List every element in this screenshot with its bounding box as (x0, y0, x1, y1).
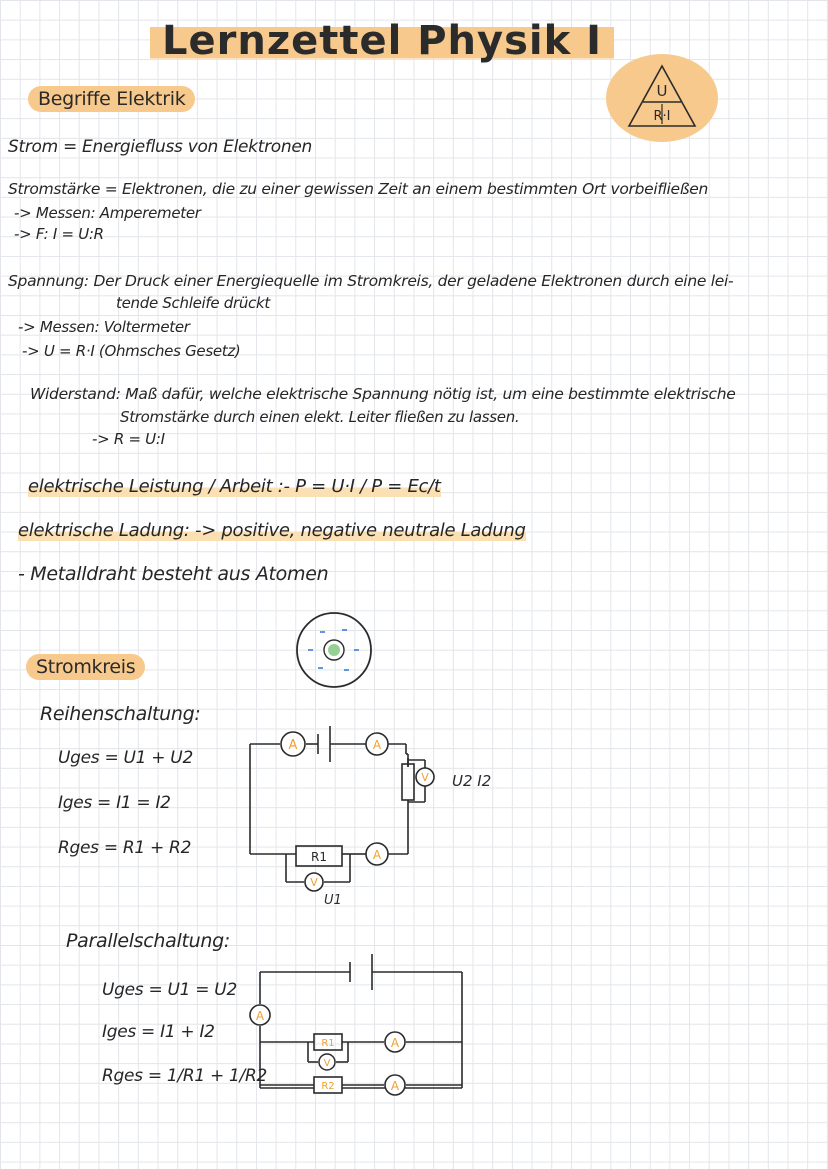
svg-text:A: A (372, 848, 382, 862)
spannung-formel: -> U = R·I (Ohmsches Gesetz) (22, 342, 241, 360)
stromstaerke-messen: -> Messen: Amperemeter (14, 204, 201, 222)
reihenschaltung-heading: Reihenschaltung: (40, 703, 201, 725)
stromstaerke-definition: Stromstärke = Elektronen, die zu einer gewissen Zeit an einem bestimmten Ort vorbeifließen (8, 180, 708, 198)
svg-text:A: A (390, 1079, 400, 1093)
ammeter-icon-branch1 (385, 1032, 405, 1052)
reihenschaltung-diagram (240, 722, 540, 912)
reihe-formel-widerstand: Rges = R1 + R2 (58, 838, 192, 858)
svg-text:A: A (372, 738, 382, 752)
page-title: Lernzettel Physik I (150, 18, 614, 64)
ammeter-icon-main (250, 1005, 270, 1025)
widerstand-definition-line2: Stromstärke durch einen elekt. Leiter fließen zu lassen. (120, 408, 520, 426)
spannung-definition-line1: Spannung: Der Druck einer Energiequelle im Stromkreis, der geladene Elektronen durch eine lei- (8, 272, 734, 290)
parallel-formel-strom: Iges = I1 + I2 (102, 1022, 215, 1042)
svg-text:V: V (421, 771, 429, 784)
stromstaerke-formel: -> F: I = U:R (14, 225, 104, 243)
svg-text:V: V (310, 876, 318, 889)
triangle-top-label: U (656, 82, 668, 100)
spannung-messen: -> Messen: Voltermeter (18, 318, 190, 336)
r2-parallel-label: R2 (321, 1081, 335, 1092)
ammeter-icon-3 (366, 843, 388, 865)
widerstand-definition-line1: Widerstand: Maß dafür, welche elektrische Spannung nötig ist, um eine bestimmte elektrische (30, 385, 736, 403)
widerstand-formel: -> R = U:I (92, 430, 165, 448)
ladung-definition: elektrische Ladung: -> positive, negative neutrale Ladung (18, 520, 526, 541)
metalldraht-note: - Metalldraht besteht aus Atomen (18, 563, 329, 585)
r1-label: R1 (311, 850, 327, 864)
triangle-bottom-label: R·I (653, 109, 671, 124)
atom-illustration (294, 610, 374, 690)
section-heading-begriffe: Begriffe Elektrik (28, 86, 195, 112)
parallel-formel-widerstand: Rges = 1/R1 + 1/R2 (102, 1066, 267, 1086)
parallelschaltung-diagram (244, 950, 474, 1110)
voltmeter-icon-r2 (416, 768, 434, 786)
reihe-formel-strom: Iges = I1 = I2 (58, 793, 171, 813)
parallel-formel-spannung: Uges = U1 = U2 (102, 980, 237, 1000)
reihe-formel-spannung: Uges = U1 + U2 (58, 748, 193, 768)
section-heading-stromkreis: Stromkreis (26, 654, 145, 680)
u2-i2-label: U2 I2 (452, 772, 492, 790)
r1-parallel-label: R1 (321, 1038, 335, 1049)
svg-text:A: A (255, 1009, 265, 1023)
ohm-triangle-badge (605, 52, 720, 144)
spannung-definition-line2: tende Schleife drückt (116, 294, 270, 312)
svg-text:V: V (323, 1058, 331, 1069)
resistor-r2-icon (402, 764, 414, 800)
leistung-formel: elektrische Leistung / Arbeit :- P = U·I / P = Ec/t (28, 476, 441, 497)
parallelschaltung-heading: Parallelschaltung: (66, 930, 230, 952)
ammeter-icon-branch2 (385, 1075, 405, 1095)
u1-label: U1 (324, 893, 342, 908)
ammeter-icon-2 (366, 733, 388, 755)
svg-text:A: A (288, 738, 298, 753)
svg-text:A: A (390, 1036, 400, 1050)
strom-definition: Strom = Energiefluss von Elektronen (8, 137, 312, 157)
voltmeter-icon-branch1 (319, 1054, 335, 1070)
ammeter-icon-1 (281, 732, 305, 756)
voltmeter-icon-r1 (305, 873, 323, 891)
